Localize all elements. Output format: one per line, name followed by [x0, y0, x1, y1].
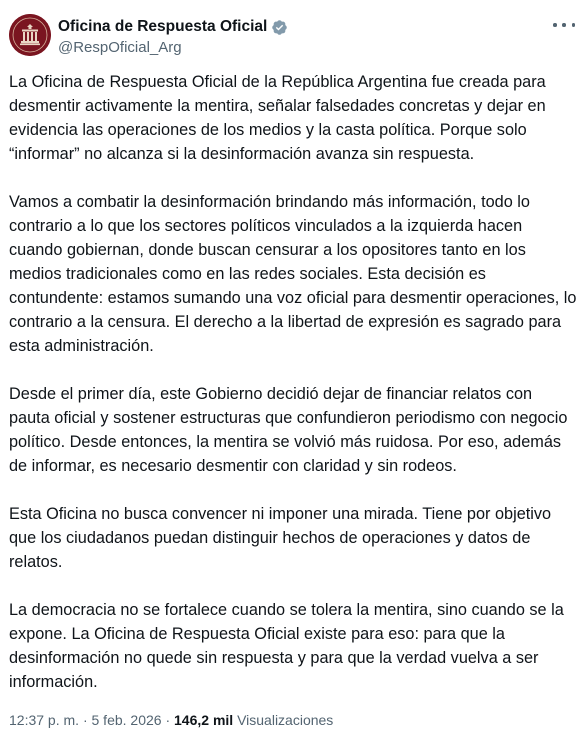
post-time[interactable]: 12:37 p. m.: [9, 712, 80, 728]
coat-of-arms-logo: [9, 14, 51, 56]
more-dot: [572, 23, 576, 27]
author-names: [58, 17, 288, 56]
post-metadata: [9, 712, 333, 728]
author-handle[interactable]: @RespOficial_Arg: [58, 39, 182, 56]
author-display-name[interactable]: Oficina de Respuesta Oficial: [58, 18, 268, 35]
verified-badge-icon[interactable]: [271, 19, 288, 36]
post-paragraph-5: La democracia no se fortalece cuando se tolera la mentira, sino cuando se la expone. La Oficina de Respuesta Oficial existe para eso: para que la desinformación no quede sin respuesta y para que la verdad vuelva a ser información.: [9, 601, 564, 691]
post-date[interactable]: 5 feb. 2026: [91, 712, 162, 728]
post-paragraph-3: Desde el primer día, este Gobierno decidió dejar de financiar relatos con pauta oficial y sostener estructuras que confundieron periodismo con negocio político. Desde entonces, la mentira se volvió más ruidosa. Por eso, además de informar, es necesario desmentir con claridad y sin rodeos.: [9, 385, 568, 475]
more-dot: [562, 23, 566, 27]
more-dot: [553, 23, 557, 27]
meta-separator: ·: [165, 712, 171, 728]
views-label: Visualizaciones: [237, 712, 334, 728]
post-paragraph-4: Esta Oficina no busca convencer ni imponer una mirada. Tiene por objetivo que los ciudadanos puedan distinguir hechos de operaciones y datos de relatos.: [9, 505, 552, 571]
avatar[interactable]: [9, 14, 51, 56]
post-paragraph-2: Vamos a combatir la desinformación brindando más información, todo lo contrario a lo que los sectores políticos vinculados a la izquierda hacen cuando gobiernan, donde buscan censurar a los opositores tanto en los medios tradicionales como en las redes sociales. Esta decisión es contundente: estamos sumando una voz oficial para desmentir operaciones, lo contrario a la censura. El derecho a la libertad de expresión es sagrado para esta administración.: [9, 193, 577, 355]
display-name-row: [58, 17, 288, 37]
post-header: [9, 14, 575, 62]
more-options-icon[interactable]: [553, 18, 575, 32]
post-text: [9, 70, 577, 694]
views-count: 146,2 mil: [174, 712, 234, 728]
meta-separator: ·: [82, 712, 88, 728]
post-paragraph-1: La Oficina de Respuesta Oficial de la República Argentina fue creada para desmentir activamente la mentira, señalar falsedades concretas y dejar en evidencia las operaciones de los medios y la casta política. Porque solo “informar” no alcanza si la desinformación avanza sin respuesta.: [9, 73, 546, 163]
